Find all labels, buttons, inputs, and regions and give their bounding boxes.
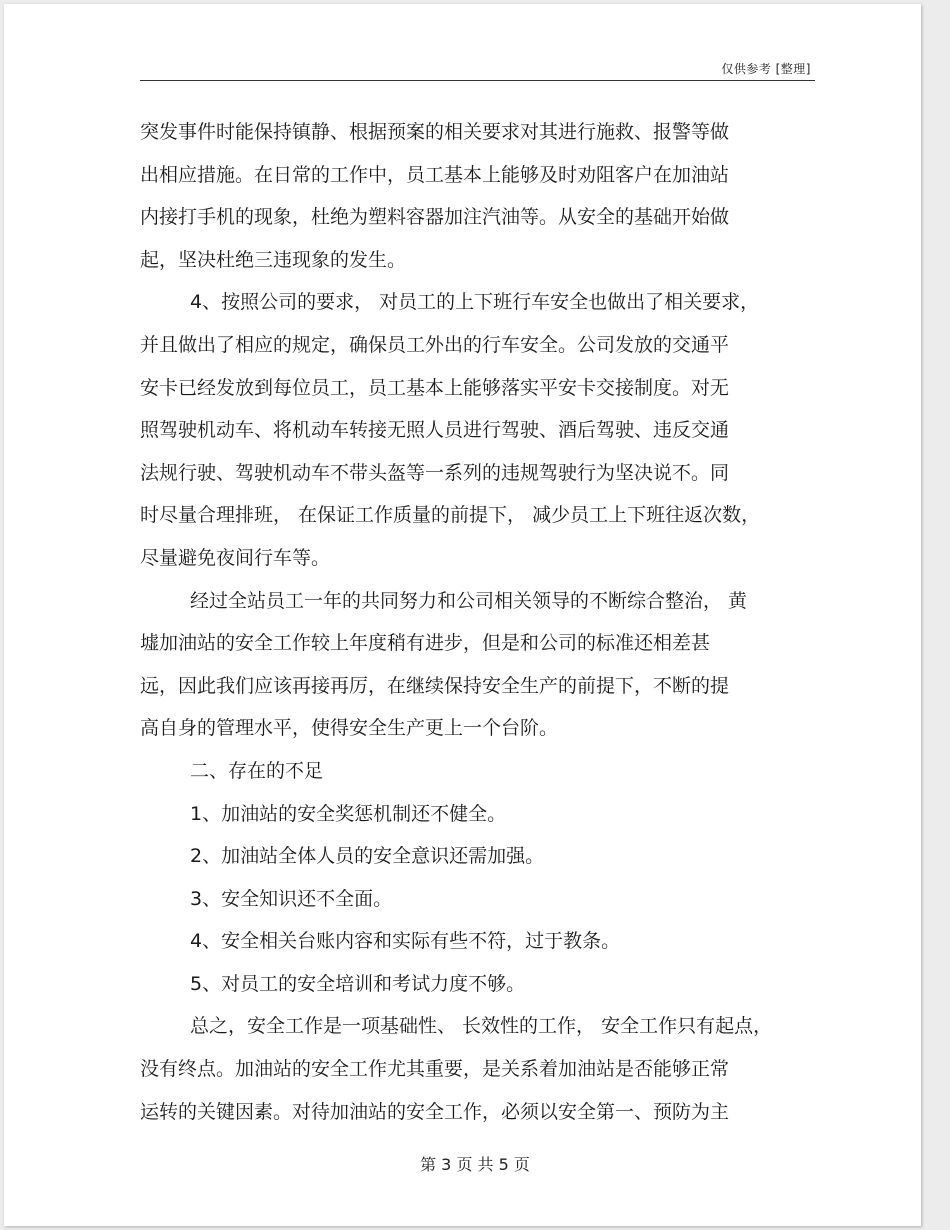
text-line: 照驾驶机动车、将机动车转接无照人员进行驾驶、酒后驾驶、违反交通 [140,419,730,442]
page-number: 第 3 页 共 5 页 [420,1155,530,1174]
text-line: 法规行驶、驾驶机动车不带头盔等一系列的违规驾驶行为坚决说不。同 [140,461,730,484]
text-line: 总之，安全工作是一项基础性、 长效性的工作， 安全工作只有起点， [190,1015,773,1038]
list-item: 2、加油站全体人员的安全意识还需加强。 [190,845,545,868]
section-heading: 二、存在的不足 [190,759,324,782]
header-note: 仅供参考 [整理] [721,62,811,76]
document-page [4,4,921,1226]
text-line: 经过全站员工一年的共同努力和公司相关领导的不断综合整治， 黄 [190,589,748,612]
text-line: 出相应措施。在日常的工作中，员工基本上能够及时劝阻客户在加油站 [140,163,730,186]
body-text [140,111,820,1133]
text-line: 时尽量合理排班， 在保证工作质量的前提下， 减少员工上下班往返次数， [140,504,761,527]
list-item: 1、加油站的安全奖惩机制还不健全。 [190,802,507,825]
list-item: 3、安全知识还不全面。 [190,887,393,910]
text-line: 4、按照公司的要求， 对员工的上下班行车安全也做出了相关要求， [190,291,760,314]
list-item: 5、对员工的安全培训和考试力度不够。 [190,972,526,995]
text-line: 远，因此我们应该再接再厉，在继续保持安全生产的前提下，不断的提 [140,674,730,697]
text-line: 起，坚决杜绝三违现象的发生。 [140,248,407,271]
text-line: 没有终点。加油站的安全工作尤其重要，是关系着加油站是否能够正常 [140,1058,730,1081]
list-item: 4、安全相关台账内容和实际有些不符，过于教条。 [190,930,621,953]
text-line: 高自身的管理水平，使得安全生产更上一个台阶。 [140,717,559,740]
text-line: 突发事件时能保持镇静、根据预案的相关要求对其进行施救、报警等做 [140,121,730,143]
text-line: 墟加油站的安全工作较上年度稍有进步，但是和公司的标准还相差甚 [140,632,711,655]
text-line: 内接打手机的现象，杜绝为塑料容器加注汽油等。从安全的基础开始做 [140,206,730,229]
text-line: 安卡已经发放到每位员工，员工基本上能够落实平安卡交接制度。对无 [140,376,730,399]
text-line: 并且做出了相应的规定，确保员工外出的行车安全。公司发放的交通平 [140,333,730,356]
text-line: 运转的关键因素。对待加油站的安全工作，必须以安全第一、预防为主 [140,1100,730,1123]
text-line: 尽量避免夜间行车等。 [140,546,331,569]
header-rule [140,80,815,81]
